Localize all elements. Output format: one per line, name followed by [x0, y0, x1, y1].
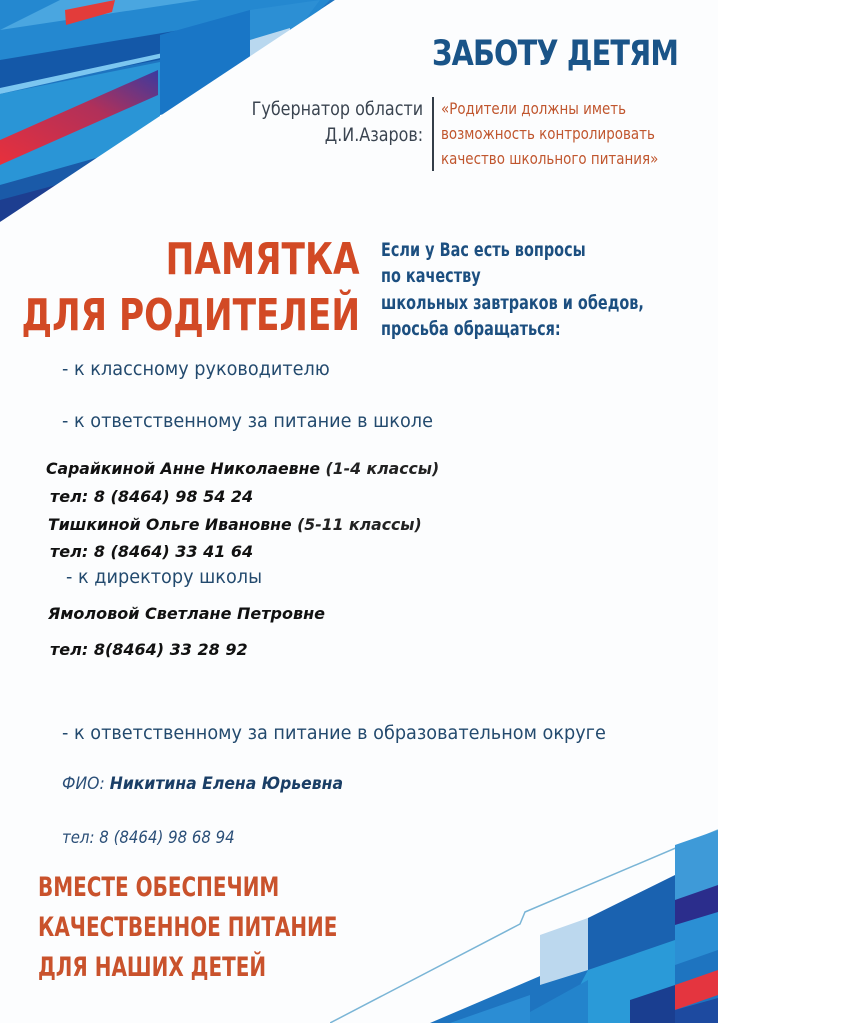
district-contact-phone [62, 828, 235, 848]
governor-quote-line: возможность контролировать [441, 124, 655, 143]
fio-label: ФИО: [62, 774, 105, 794]
footer-slogan-line: ВМЕСТЕ ОБЕСПЕЧИМ [38, 872, 280, 903]
contact-director: - к директору школы [66, 566, 263, 588]
governor-label: Губернатор области [251, 98, 423, 120]
contact-class-teacher: - к классному руководителю [62, 358, 330, 380]
contact-phone: тел: 8 (8464) 98 54 24 [50, 487, 254, 506]
contact-name: Сарайкиной Анне Николаевне [46, 459, 321, 478]
phone-value: 8 (8464) 98 68 94 [99, 828, 235, 848]
director-phone: тел: 8(8464) 33 28 92 [50, 640, 248, 659]
fio-value: Никитина Елена Юрьевна [109, 774, 344, 794]
phone-label: тел: [62, 828, 95, 848]
contact-classes: (5-11 классы) [297, 515, 422, 534]
contact-person-primary [46, 459, 439, 478]
intro-line: школьных завтраков и обедов, [381, 292, 644, 314]
intro-line: Если у Вас есть вопросы [381, 239, 586, 261]
contact-classes: (1-4 классы) [325, 459, 440, 478]
slogan-title: ЗАБОТУ ДЕТЯМ [432, 34, 679, 74]
intro-line: по качеству [381, 265, 481, 287]
contact-district-food-responsible: - к ответственному за питание в образовательном округе [62, 722, 606, 744]
contact-phone: тел: 8 (8464) 33 41 64 [50, 542, 254, 561]
governor-quote-line: «Родители должны иметь [441, 99, 627, 118]
footer-slogan-line: КАЧЕСТВЕННОЕ ПИТАНИЕ [38, 912, 338, 943]
director-name: Ямоловой Светлане Петровне [48, 604, 325, 623]
memo-title-line: ПАМЯТКА [166, 234, 360, 285]
quote-divider [432, 97, 434, 171]
intro-line: просьба обращаться: [381, 318, 561, 340]
memo-title-line: ДЛЯ РОДИТЕЛЕЙ [21, 290, 360, 341]
contact-name: Тишкиной Ольге Ивановне [48, 515, 292, 534]
contact-person-secondary [48, 515, 422, 534]
footer-slogan-line: ДЛЯ НАШИХ ДЕТЕЙ [38, 952, 267, 983]
district-contact-fio [62, 774, 343, 794]
governor-quote-line: качество школьного питания» [441, 149, 659, 168]
contact-school-food-responsible: - к ответственному за питание в школе [62, 410, 433, 432]
decorative-stripes-bottom [330, 820, 718, 1023]
governor-name: Д.И.Азаров: [324, 124, 423, 146]
